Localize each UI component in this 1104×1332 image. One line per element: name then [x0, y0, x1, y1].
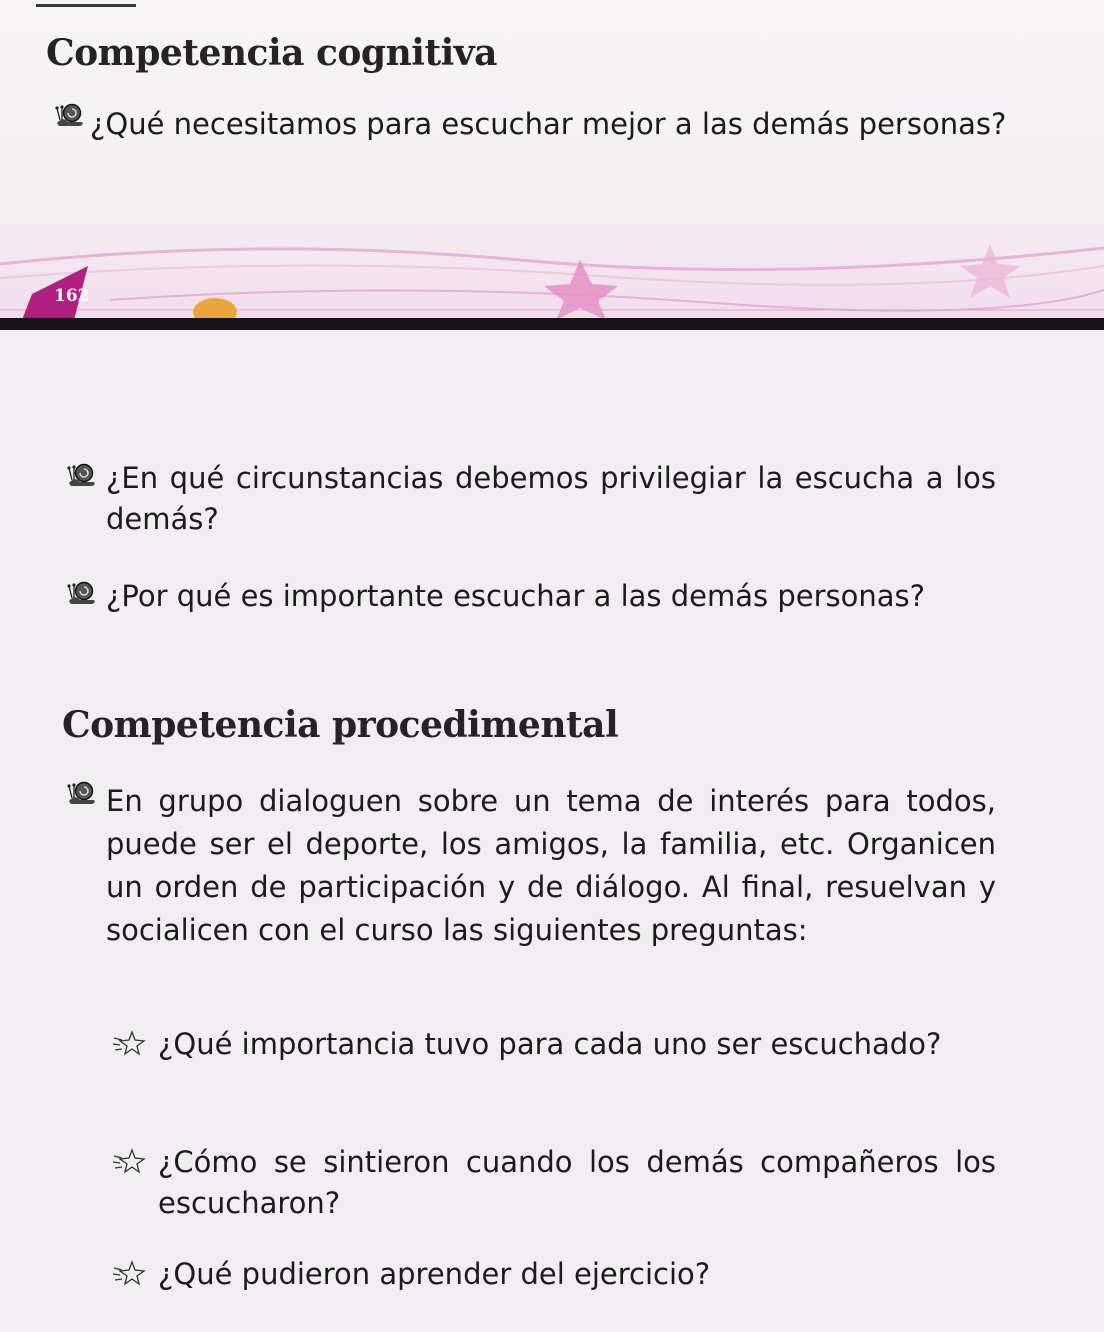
- star-decoration: [0, 226, 1104, 320]
- star-icon: [112, 1030, 146, 1056]
- snail-icon: [66, 776, 98, 806]
- section-heading-cognitiva: Competencia cognitiva: [46, 32, 497, 74]
- snail-icon: [54, 98, 86, 128]
- snail-icon: [66, 576, 98, 606]
- page-gap: [0, 318, 1104, 330]
- list-item: ¿Qué importancia tuvo para cada uno ser escuchado?: [158, 1027, 942, 1061]
- list-item: ¿Qué pudieron aprender del ejercicio?: [158, 1257, 711, 1291]
- list-item: ¿Por qué es importante escuchar a las demás personas?: [106, 579, 926, 613]
- top-rule: [36, 4, 136, 7]
- list-item: ¿Cómo se sintieron cuando los demás compañeros los escucharon?: [158, 1145, 996, 1220]
- star-icon: [112, 1260, 146, 1286]
- top-page: [0, 0, 1104, 320]
- list-item: ¿En qué circunstancias debemos privilegiar la escucha a los demás?: [106, 461, 996, 536]
- list-item: ¿Qué necesitamos para escuchar mejor a las demás personas?: [90, 107, 1007, 141]
- page-number: 162: [54, 286, 90, 306]
- star-icon: [112, 1148, 146, 1174]
- list-item: En grupo dialoguen sobre un tema de interés para todos, puede ser el deporte, los amigos, la familia, etc. Organicen un orden de participación y de diálogo. Al final, resuelvan y socialicen con el curso las siguientes preguntas:: [106, 784, 996, 947]
- snail-icon: [66, 458, 98, 488]
- section-heading-procedimental: Competencia procedimental: [62, 704, 619, 746]
